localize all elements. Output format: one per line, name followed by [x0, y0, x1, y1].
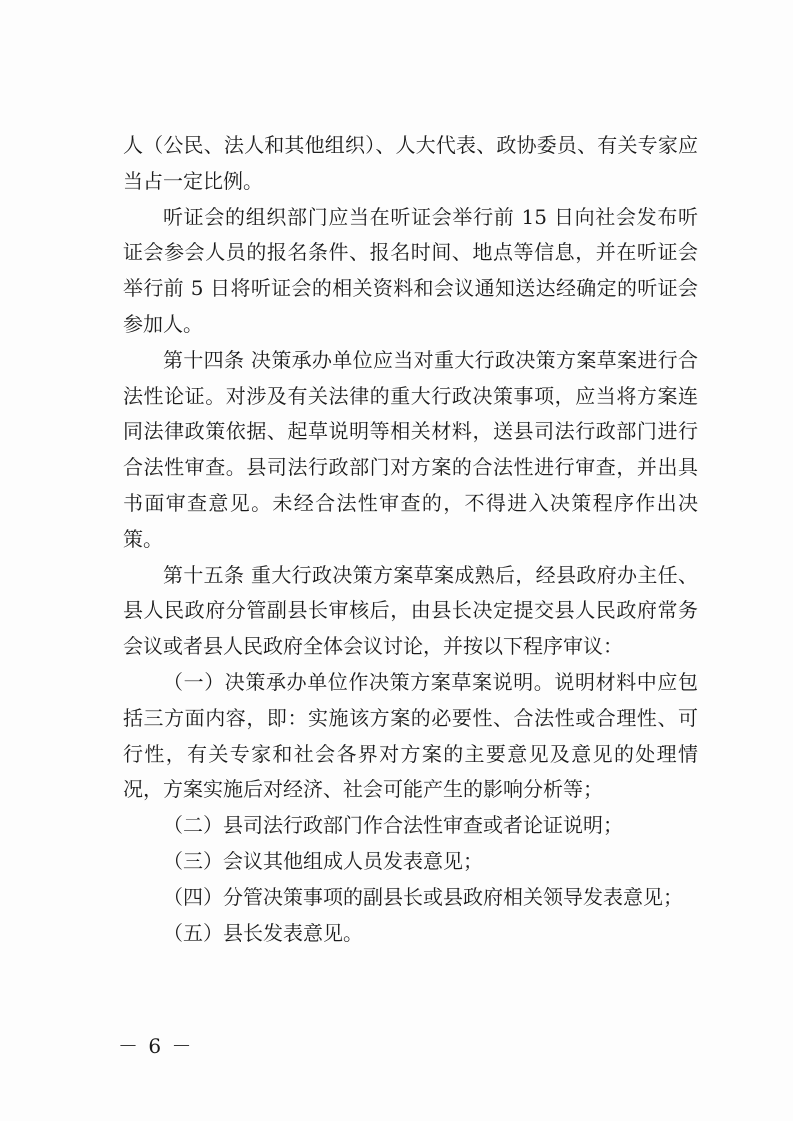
body-text: [123, 128, 698, 951]
paragraph-item-4: （四）分管决策事项的副县长或县政府相关领导发表意见；: [163, 884, 683, 909]
paragraph-item-5: （五）县长发表意见。: [163, 920, 363, 945]
paragraph-article-14: 第十四条 决策承办单位应当对重大行政决策方案草案进行合法性论证。对涉及有关法律的重大行政决策事项，应当将方案连同法律政策依据、起草说明等相关材料，送县司法行政部门进行合法性审查。县司法行政部门对方案的合法性进行审查，并出具书面审查意见。未经合法性审查的，不得进入决策程序作出决策。: [123, 347, 698, 551]
paragraph-hearing-notice: 听证会的组织部门应当在听证会举行前 15 日向社会发布听证会参会人员的报名条件、报名时间、地点等信息，并在听证会举行前 5 日将听证会的相关资料和会议通知送达经确定的听证会参加人。: [123, 204, 698, 336]
paragraph-item-2: （二）县司法行政部门作合法性审查或者论证说明；: [163, 813, 623, 838]
paragraph-article-15: 第十五条 重大行政决策方案草案成熟后，经县政府办主任、县人民政府分管副县长审核后，由县长决定提交县人民政府常务会议或者县人民政府全体会议讨论，并按以下程序审议：: [123, 562, 698, 659]
paragraph-continuation: 人（公民、法人和其他组织）、人大代表、政协委员、有关专家应当占一定比例。: [123, 133, 698, 193]
paragraph-item-1: （一）决策承办单位作决策方案草案说明。说明材料中应包括三方面内容，即：实施该方案的必要性、合法性或合理性、可行性，有关专家和社会各界对方案的主要意见及意见的处理情况，方案实施后对经济、社会可能产生的影响分析等；: [123, 669, 698, 802]
paragraph-item-3: （三）会议其他组成人员发表意见；: [163, 848, 483, 873]
page-number: － 6 －: [118, 1034, 194, 1058]
